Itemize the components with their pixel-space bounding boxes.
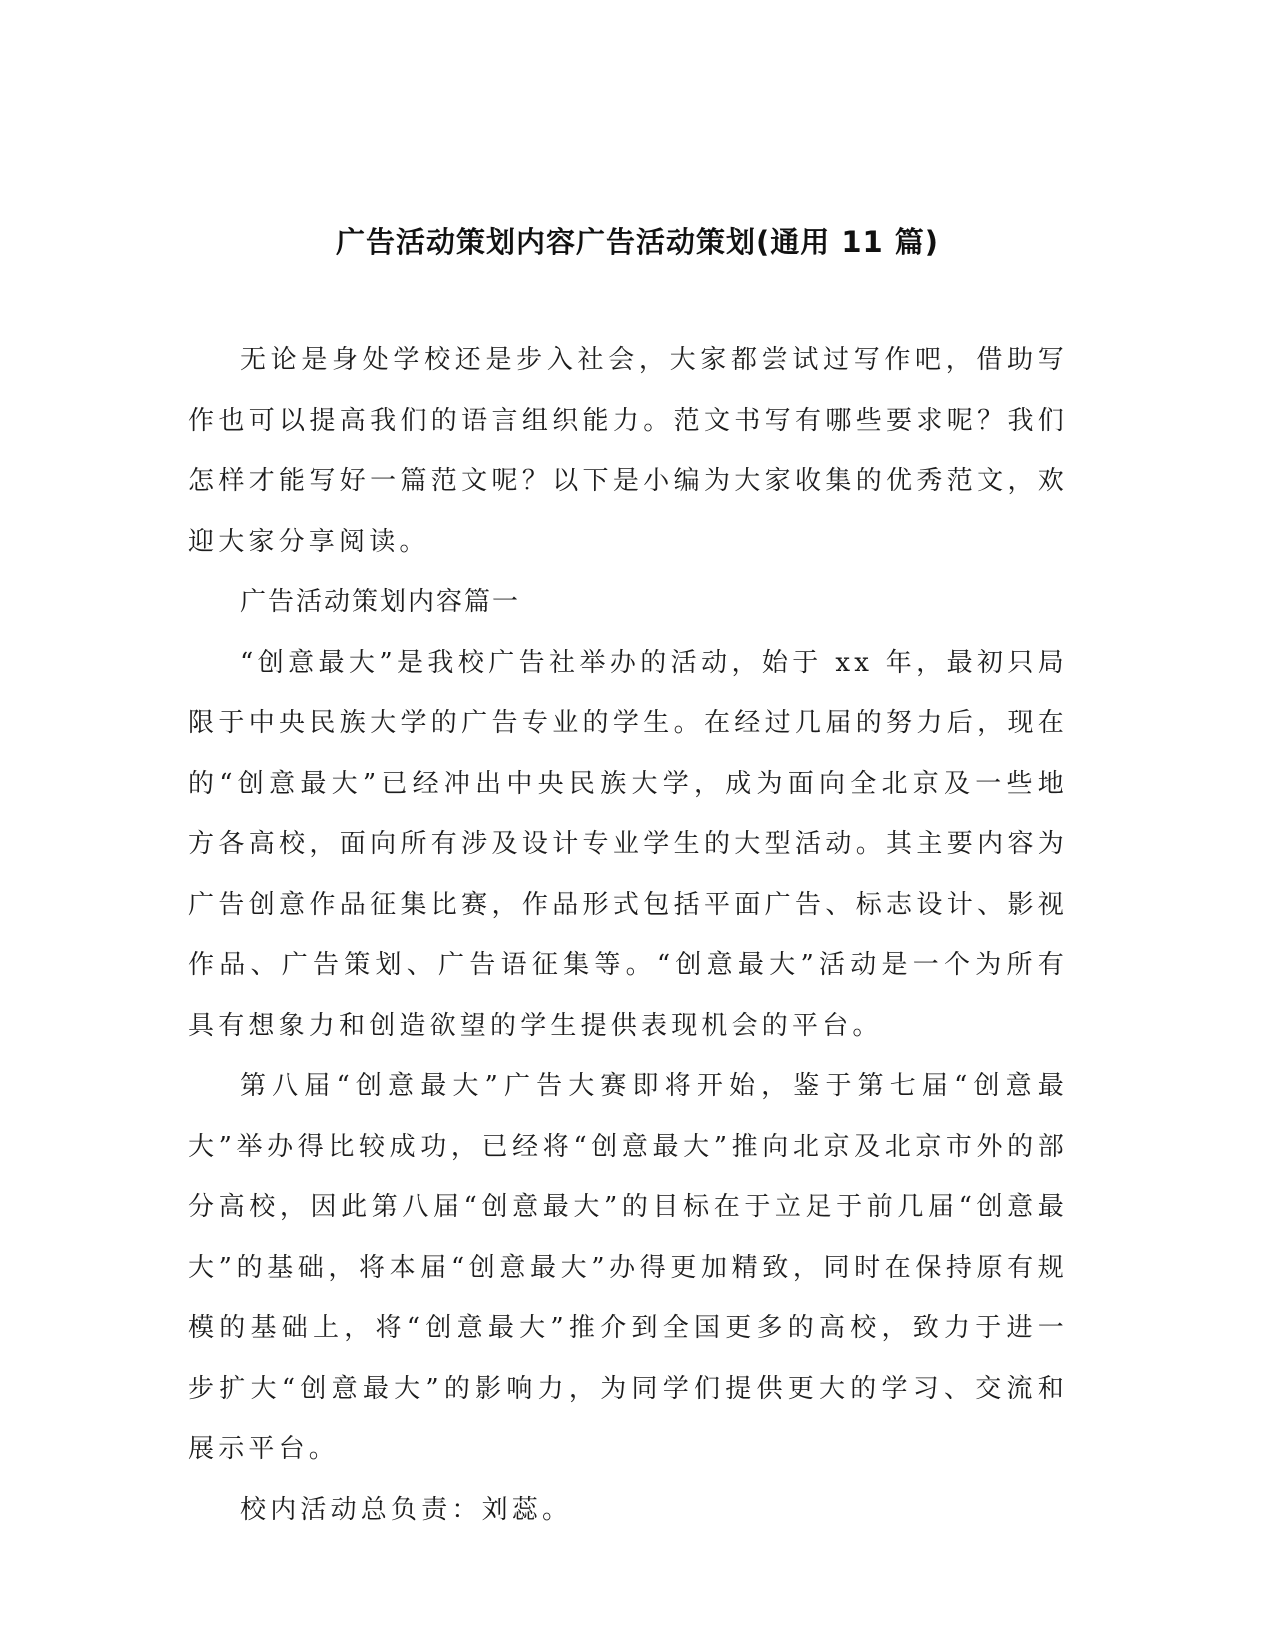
contest-goal-paragraph: 第八届“创意最大”广告大赛即将开始，鉴于第七届“创意最大”举办得比较成功，已经将“创意最大”推向北京及北京市外的部分高校，因此第八届“创意最大”的目标在于立足于前几届“创意最大”的基础，将本届“创意最大”办得更加精致，同时在保持原有规模的基础上，将“创意最大”推介到全国更多的高校，致力于进一步扩大“创意最大”的影响力，为同学们提供更大的学习、交流和展示平台。 bbox=[188, 1071, 1068, 1464]
section-heading: 广告活动策划内容篇一 bbox=[240, 587, 521, 617]
document-title: 广告活动策划内容广告活动策划(通用 11 篇) bbox=[335, 225, 940, 260]
document-body bbox=[188, 330, 1068, 1540]
organizer-paragraph: 校内活动总负责：刘蕊。 bbox=[240, 1494, 573, 1525]
activity-description-paragraph: “创意最大”是我校广告社举办的活动，始于 xx 年，最初只局限于中央民族大学的广告专业的学生。在经过几届的努力后，现在的“创意最大”已经冲出中央民族大学，成为面向全北京及一些地方各高校，面向所有涉及设计专业学生的大型活动。其主要内容为广告创意作品征集比赛，作品形式包括平面广告、标志设计、影视作品、广告策划、广告语征集等。“创意最大”活动是一个为所有具有想象力和创造欲望的学生提供表现机会的平台。 bbox=[188, 647, 1068, 1041]
intro-paragraph: 无论是身处学校还是步入社会，大家都尝试过写作吧，借助写作也可以提高我们的语言组织能力。范文书写有哪些要求呢？我们怎样才能写好一篇范文呢？以下是小编为大家收集的优秀范文，欢迎大家分享阅读。 bbox=[188, 345, 1068, 557]
